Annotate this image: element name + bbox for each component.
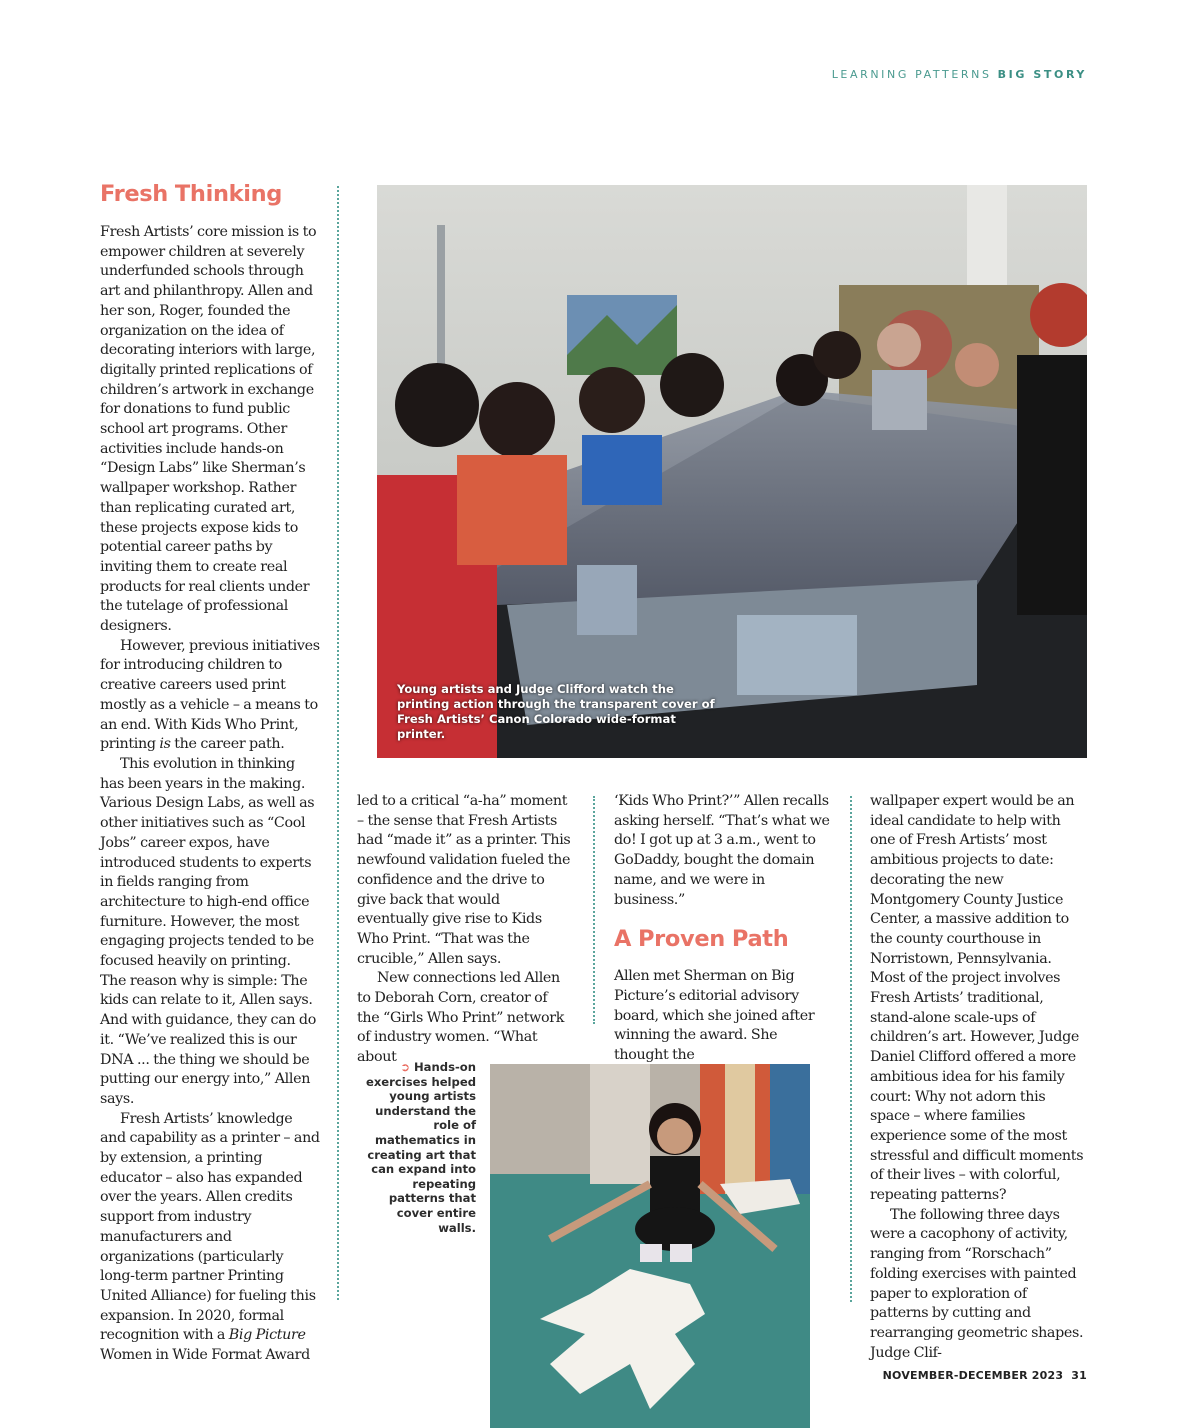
page-number: 31 — [1071, 1369, 1087, 1382]
column-rule — [850, 796, 852, 1302]
column-2 — [357, 792, 573, 1068]
heading-fresh-thinking: Fresh Thinking — [100, 181, 283, 207]
running-header — [832, 68, 1087, 81]
award-title: Big Picture — [228, 1327, 306, 1344]
column-4 — [870, 792, 1088, 1363]
arrow-circle-icon: ➲ — [400, 1060, 410, 1074]
printer-photo — [377, 185, 1087, 758]
printer-photo-caption: Young artists and Judge Clifford watch the printing action through the transparent cover of Fresh Artists’ Canon Colorado wide-format printer. — [397, 682, 715, 741]
column-rule — [337, 186, 339, 1300]
paragraph: The following three days were a cacophony of activity, ranging from “Rorschach” folding exercises with painted paper to exploration of patterns by cutting and rearranging geometric shapes. Judge Clif- — [870, 1206, 1084, 1361]
paragraph: Fresh Artists’ knowledge and capability as a printer – and by extension, a printing educator – also has expanded over the years. Allen credits support from industry manufacturers and organizations (particularly long-term partner Printing United Alliance) for fueling this expansion. In 2020, formal recognition with a Big Picture Women in Wide Format Award — [100, 1110, 320, 1364]
paragraph: Fresh Artists’ core mission is to empower children at severely underfunded schools through art and philanthropy. Allen and her son, Roger, founded the organization on the idea of decorating interiors with large, digitally printed replications of children’s artwork in exchange for donations to fund public school art programs. Other activities include hands-on “Design Labs” like Sherman’s wallpaper workshop. Rather than replicating curated art, these projects expose kids to potential career paths by inviting them to create real products for real clients under the tutelage of professional designers. — [100, 224, 317, 635]
paragraph: ‘Kids Who Print?’” Allen recalls asking herself. “That’s what we do! I got up at 3 a.m., went to GoDaddy, bought the domain name, and we were in business.” — [614, 793, 830, 908]
story-label: BIG STORY — [997, 68, 1087, 81]
column-rule — [593, 796, 595, 1024]
emphasis: is — [159, 736, 171, 753]
column-1 — [100, 180, 320, 1366]
pattern-photo — [490, 1064, 810, 1428]
page-footer — [883, 1369, 1087, 1382]
girl-with-patterns-image — [490, 1064, 810, 1428]
issue-date: NOVEMBER-DECEMBER 2023 — [882, 1369, 1064, 1382]
paragraph: New connections led Allen to Deborah Corn, creator of the “Girls Who Print” network of industry women. “What about — [357, 970, 565, 1066]
section-label: LEARNING PATTERNS — [831, 68, 992, 81]
printer-scene-image — [377, 185, 1087, 758]
heading-a-proven-path: A Proven Path — [614, 926, 789, 953]
paragraph: Allen met Sherman on Big Picture’s editorial advisory board, which she joined after winning the award. She thought the — [614, 968, 815, 1064]
column-3 — [614, 792, 830, 1066]
paragraph: However, previous initiatives for introducing children to creative careers used print mostly as a vehicle – a means to an end. With Kids Who Print, printing is the career path. — [100, 637, 320, 753]
pattern-photo-caption: ➲ Hands-on exercises helped young artists understand the role of mathematics in creating art that can expand into repeating patterns that cover entire walls. — [365, 1060, 476, 1235]
paragraph: led to a critical “a-ha” moment – the sense that Fresh Artists had “made it” as a printer. This newfound validation fueled the confidence and the drive to give back that would eventually give rise to Kids Who Print. “That was the crucible,” Allen says. — [357, 793, 571, 967]
paragraph: wallpaper expert would be an ideal candidate to help with one of Fresh Artists’ most ambitious projects to date: decorating the new Montgomery County Justice Center, a massive addition to the county courthouse in Norristown, Pennsylvania. Most of the project involves Fresh Artists’ traditional, stand-alone scale-ups of children’s art. However, Judge Daniel Clifford offered a more ambitious idea for his family court: Why not adorn this space – where families experience some of the most stressful and difficult moments of their lives – with colorful, repeating patterns? — [870, 793, 1084, 1204]
paragraph: This evolution in thinking has been years in the making. Various Design Labs, as well as other initiatives such as “Cool Jobs” career expos, have introduced students to experts in fields ranging from architecture to high-end office furniture. However, the most engaging projects tended to be focused heavily on printing. The reason why is simple: The kids can relate to it, Allen says. And with guidance, they can do it. “We’ve realized this is our DNA ... the thing we should be putting our energy into,” Allen says. — [100, 755, 316, 1107]
